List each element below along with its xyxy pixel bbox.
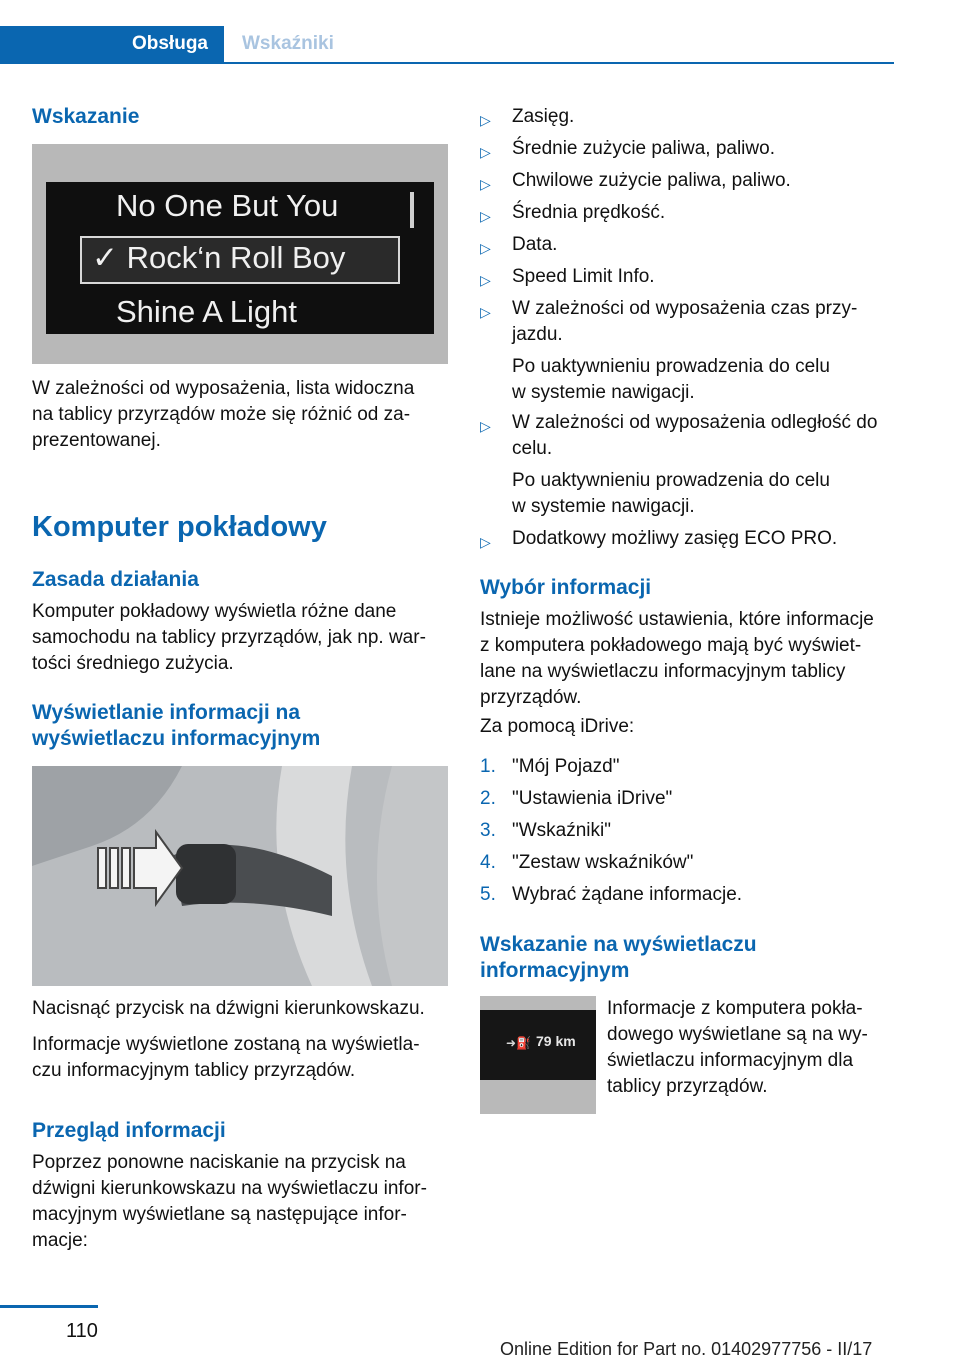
tab-obsluga[interactable]: Obsługa [0, 26, 224, 62]
note-paragraph [32, 376, 452, 454]
zasada-paragraph [32, 599, 452, 677]
step-number: 5. [480, 884, 496, 905]
edition-text: Online Edition for Part no. 01402977756 - II/17 [500, 1339, 873, 1359]
list-item [512, 296, 902, 406]
step-text: "Wskaźniki" [512, 820, 611, 841]
lever-image [32, 766, 448, 986]
triangle-bullet-icon: ▷ [480, 144, 491, 160]
text-line: samochodu na tablicy przyrządów, jak np. war‐ [32, 627, 426, 648]
triangle-bullet-icon: ▷ [480, 418, 491, 434]
text-line: na tablicy przyrządów może się różnić od za‐ [32, 404, 411, 425]
text-line: Istnieje możliwość ustawienia, które informacje [480, 609, 874, 630]
przeglad-paragraph [32, 1150, 462, 1254]
text-line: Komputer pokładowy wyświetla różne dane [32, 601, 397, 622]
screen-line-2: ✓ Rock‘n Roll Boy [92, 240, 346, 275]
text-line: prezentowanej. [32, 430, 161, 451]
nacisnac-paragraph [32, 996, 462, 1022]
heading-przeglad: Przegląd informacji [32, 1119, 226, 1142]
heading-line: Wyświetlanie informacji na [32, 701, 301, 724]
step-text: Wybrać żądane informacje. [512, 884, 743, 905]
text-line: tości średniego zużycia. [32, 653, 234, 674]
list-item: Średnie zużycie paliwa, paliwo. [512, 138, 775, 159]
heading-wyswietlanie [32, 700, 320, 752]
text-line: W zależności od wyposażenia, lista widoczna [32, 378, 415, 399]
display-screen [46, 182, 434, 334]
za-pomoca-text: Za pomocą iDrive: [480, 716, 635, 737]
heading-wskazanie-wyswietlacz [480, 932, 757, 984]
text-line: w systemie nawigacji. [512, 496, 695, 517]
text-line: Poprzez ponowne naciskanie na przycisk na [32, 1152, 406, 1173]
range-display-screen [480, 1010, 596, 1080]
triangle-bullet-icon: ▷ [480, 534, 491, 550]
header-tabs [0, 26, 894, 64]
heading-wskazanie: Wskazanie [32, 105, 140, 128]
page-number: 110 [66, 1320, 98, 1342]
triangle-bullet-icon: ▷ [480, 176, 491, 192]
list-item: Dodatkowy możliwy zasięg ECO PRO. [512, 528, 838, 549]
text-line: W zależności od wyposażenia czas przy‐ [512, 298, 858, 319]
footer-rule [0, 1305, 98, 1308]
text-line: Po uaktywnieniu prowadzenia do celu [512, 356, 830, 377]
text-line: lane na wyświetlaczu informacyjnym tablicy [480, 661, 846, 682]
text-line: z komputera pokładowego mają być wyświet‐ [480, 635, 862, 656]
text-line: celu. [512, 438, 553, 459]
text-line: czu informacyjnym tablicy przyrządów. [32, 1060, 356, 1081]
list-item: Średnia prędkość. [512, 202, 666, 223]
step-number: 1. [480, 756, 496, 777]
wybor-paragraph [480, 607, 900, 711]
text-line: Informacje z komputera pokła‐ [607, 998, 863, 1019]
range-display-image [480, 996, 596, 1114]
step-text: "Zestaw wskaźników" [512, 852, 694, 873]
list-item: Data. [512, 234, 558, 255]
triangle-bullet-icon: ▷ [480, 112, 491, 128]
text-line: Po uaktywnieniu prowadzenia do celu [512, 470, 830, 491]
lever-illustration [32, 766, 448, 986]
heading-line: Wskazanie na wyświetlaczu [480, 933, 757, 956]
text-line: przyrządów. [480, 687, 582, 708]
text-line: Informacje wyświetlone zostaną na wyświetla‐ [32, 1034, 420, 1055]
heading-wybor: Wybór informacji [480, 576, 652, 599]
list-display-image [32, 144, 448, 364]
heading-line: wyświetlaczu informacyjnym [32, 727, 321, 750]
triangle-bullet-icon: ▷ [480, 240, 491, 256]
fuel-pump-icon: ➜⛽ [506, 1036, 531, 1050]
list-item: Chwilowe zużycie paliwa, paliwo. [512, 170, 791, 191]
text-line: Nacisnąć przycisk na dźwigni kierunkowskazu. [32, 998, 425, 1019]
heading-komputer: Komputer pokładowy [32, 511, 327, 543]
screen-line-3: Shine A Light [116, 294, 297, 329]
screen-line-1: No One But You [116, 188, 339, 223]
text-line: dowego wyświetlane są na wy‐ [607, 1024, 868, 1045]
text-line: jazdu. [512, 324, 563, 345]
triangle-bullet-icon: ▷ [480, 304, 491, 320]
triangle-bullet-icon: ▷ [480, 272, 491, 288]
scroll-indicator [410, 192, 414, 228]
text-line: macyjnym wyświetlane są następujące infor‐ [32, 1204, 407, 1225]
text-line: dźwigni kierunkowskazu na wyświetlaczu infor‐ [32, 1178, 427, 1199]
tab-wskazniki[interactable]: Wskaźniki [242, 33, 334, 54]
text-line: świetlaczu informacyjnym dla [607, 1050, 854, 1071]
list-item: Zasięg. [512, 106, 575, 127]
list-item [512, 410, 902, 520]
heading-line: informacyjnym [480, 959, 630, 982]
step-text: "Mój Pojazd" [512, 756, 620, 777]
heading-zasada: Zasada działania [32, 568, 199, 591]
text-line: tablicy przyrządów. [607, 1076, 768, 1097]
info-paragraph [32, 1032, 462, 1084]
triangle-bullet-icon: ▷ [480, 208, 491, 224]
text-line: W zależności od wyposażenia odległość do [512, 412, 878, 433]
range-value: 79 km [536, 1033, 576, 1049]
wskazanie-paragraph [607, 996, 897, 1100]
list-item: Speed Limit Info. [512, 266, 655, 287]
step-number: 2. [480, 788, 496, 809]
text-line: macje: [32, 1230, 88, 1251]
text-line: w systemie nawigacji. [512, 382, 695, 403]
step-text: "Ustawienia iDrive" [512, 788, 673, 809]
step-number: 4. [480, 852, 496, 873]
step-number: 3. [480, 820, 496, 841]
